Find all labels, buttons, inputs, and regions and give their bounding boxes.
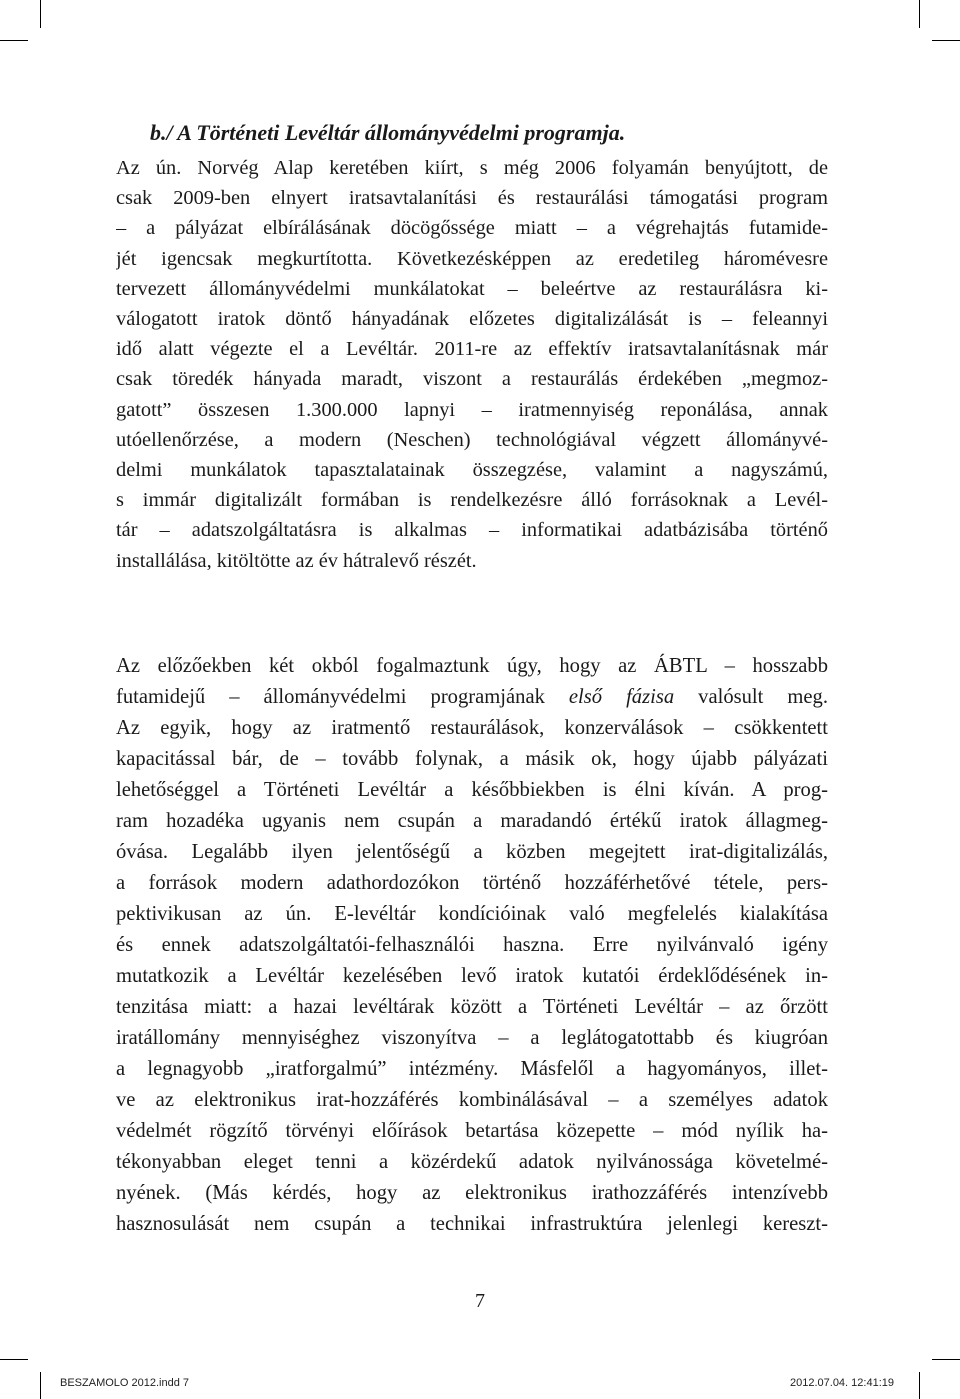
crop-mark-bottom-left-v [40,1372,41,1399]
paragraph-2-line: pektivikusan az ún. E-levéltár kondícióinak való megfelelés kialakítása [116,903,828,925]
line-text: futamidejű – állományvédelmi programjának [116,686,569,708]
paragraph-2-rest [116,713,828,1240]
date-slug: 2012.07.04. 12:41:19 [790,1377,894,1389]
paragraph-1-line: – a pályázat elbírálásának döcögőssége miatt – a végrehajtás futamide- [116,217,828,240]
paragraph-2-line: tenzitása miatt: a hazai levéltárak között a Történeti Levéltár – az őrzött [116,996,828,1018]
paragraph-2-line: védelmét rögzítő törvényi előírások betartása közepette – mód nyílik ha- [116,1120,828,1142]
section-heading: b./ A Történeti Levéltár állományvédelmi programja. [150,120,626,145]
paragraph-1-line: utóellenőrzése, a modern (Neschen) technológiával végzett állományvé- [116,428,828,451]
crop-mark-top-right-v [919,0,920,28]
paragraph-2-line: mutatkozik a Levéltár kezelésében levő iratok kutatói érdeklődésének in- [116,965,828,987]
paragraph-2-line: nyének. (Más kérdés, hogy az elektronikus irathozzáférés intenzívebb [116,1182,828,1204]
paragraph-1-line: csak töredék hányada maradt, viszont a restaurálás érdekében „megmoz- [116,368,828,391]
paragraph-1-line: jét igencsak megkurtította. Következésképpen az eredetileg háromévesre [116,247,828,270]
paragraph-1-line: válogatott iratok döntő hányadának előzetes digitalizálását is – feleannyi [116,308,828,331]
crop-mark-bottom-left-h [0,1359,28,1360]
crop-mark-top-left-h [0,40,28,41]
paragraph-2-line: hasznosulását nem csupán a technikai infrastruktúra jelenlegi kereszt- [116,1213,828,1235]
paragraph-2-line: óvása. Legalább ilyen jelentőségű a közben megejtett irat-digitalizálás, [116,841,828,863]
paragraph-2-line: tékonyabban eleget tenni a közérdekű adatok nyilvánossága követelmé- [116,1151,828,1173]
paragraph-1-line: gatott” összesen 1.300.000 lapnyi – iratmennyiség reponálása, annak [116,398,828,421]
paragraph-1-line: csak 2009-ben elnyert iratsavtalanítási és restaurálási támogatási program [116,187,828,210]
paragraph-2-line: ram hozadéka ugyanis nem csupán a maradandó értékű iratok állagmeg- [116,810,828,832]
line-text: valósult meg. [674,686,828,708]
paragraph-1-line: tár – adatszolgáltatásra is alkalmas – informatikai adatbázisába történő [116,519,828,542]
paragraph-2-line: ve az elektronikus irat-hozzáférés kombinálásával – a személyes adatok [116,1089,828,1111]
emphasis-text: első fázisa [568,686,675,708]
paragraph-2-line: lehetőséggel a Történeti Levéltár a későbbiekben is élni kíván. A prog- [116,779,828,801]
paragraph-2-line: kapacitással bár, de – tovább folynak, a másik ok, hogy újabb pályázati [116,748,828,770]
paragraph-1-line: installálása, kitöltötte az év hátralevő részét. [116,549,477,572]
paragraph-1-line: delmi munkálatok tapasztalatainak összegzése, valamint a nagyszámú, [116,459,828,482]
file-slug: BESZAMOLO 2012.indd 7 [60,1377,190,1389]
paragraph-2 [116,651,828,1240]
crop-mark-bottom-right-h [932,1359,960,1360]
paragraph-2-line: Az előzőekben két okból fogalmaztunk úgy, hogy az ÁBTL – hosszabb [116,655,828,677]
paragraph-2-line [116,682,828,713]
crop-mark-bottom-right-v [919,1372,920,1399]
paragraph-1-line: tervezett állományvédelmi munkálatokat – beleértve az restaurálásra ki- [116,277,828,300]
paragraph-2-line: iratállomány mennyiséghez viszonyítva – a leglátogatottabb és kiugróan [116,1027,828,1049]
crop-mark-top-right-h [932,40,960,41]
paragraph-2-line: a legnagyobb „iratforgalmú” intézmény. Másfelől a hagyományos, illet- [116,1058,828,1080]
paragraph-2-line: Az egyik, hogy az iratmentő restaurálások, konzerválások – csökkentett [116,717,828,739]
paragraph-1-line: idő alatt végezte el a Levéltár. 2011-re az effektív iratsavtalanításnak már [116,338,828,361]
paragraph-1 [116,153,828,576]
paragraph-1-line: s immár digitalizált formában is rendelkezésre álló forrásoknak a Levél- [116,489,828,512]
page-number: 7 [475,1290,485,1312]
crop-mark-top-left-v [40,0,41,28]
paragraph-1-line: Az ún. Norvég Alap keretében kiírt, s még 2006 folyamán benyújtott, de [116,157,828,179]
paragraph-2-line: a források modern adathordozókon történő hozzáférhetővé tétele, pers- [116,872,828,894]
paragraph-2-line: és ennek adatszolgáltatói-felhasználói haszna. Erre nyilvánvaló igény [116,934,828,956]
